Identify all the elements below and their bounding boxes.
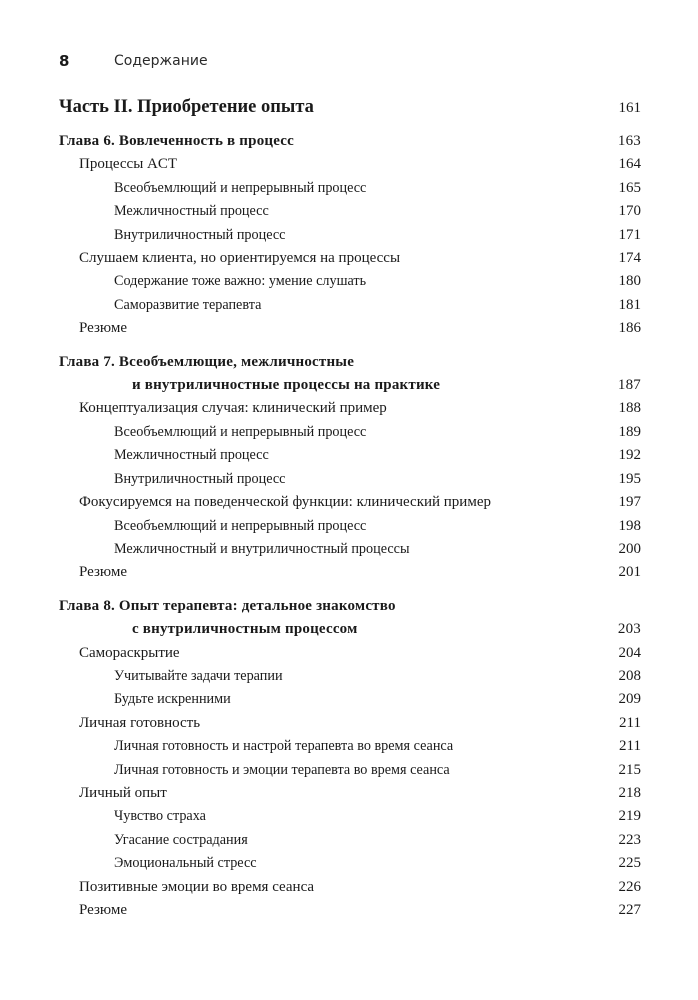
toc-chapter-title-continued: [59, 374, 641, 397]
toc-entry-text: Всеобъемлющий и непрерывный процесс: [114, 179, 367, 196]
toc-chapter-title-text: и внутриличностные процессы на практике: [132, 377, 441, 394]
toc-entry-page: 164: [618, 156, 641, 173]
toc-entry-page: 201: [618, 564, 641, 581]
toc-entry-text: Будьте искренними: [114, 691, 231, 708]
toc-entry: [59, 665, 641, 688]
toc-entry: [59, 735, 641, 758]
toc-chapter-8: [59, 595, 641, 923]
running-header-title: Содержание: [114, 53, 208, 69]
toc-entry-page: 223: [618, 831, 641, 848]
toc-entry-page: 227: [618, 902, 641, 918]
toc-entry: [59, 538, 641, 561]
toc-chapter-title: [59, 130, 641, 153]
toc-entry: [59, 270, 641, 293]
toc-entry-text: Позитивные эмоции во время сеанса: [79, 878, 315, 895]
toc-entry-page: 219: [618, 808, 641, 825]
toc-entry: [59, 688, 641, 711]
toc-entry-page: 200: [618, 540, 641, 557]
toc-entry-text: Угасание сострадания: [114, 831, 248, 848]
toc-part-page: 161: [618, 100, 641, 116]
toc-entry: [59, 397, 641, 420]
toc-entry-text: Внутриличностный процесс: [114, 226, 286, 243]
toc-entry: [59, 829, 641, 852]
toc-entry-text: Чувство страха: [114, 808, 206, 825]
toc-entry-page: 218: [618, 784, 641, 801]
toc-entry-page: 171: [618, 226, 641, 243]
toc-entry: [59, 491, 641, 514]
toc-chapter-title: [59, 351, 641, 374]
toc-entry-page: 170: [618, 203, 641, 220]
toc-entry: [59, 153, 641, 176]
toc-entry-page: 165: [618, 179, 641, 196]
toc-entry: [59, 782, 641, 805]
toc-entry: [59, 642, 641, 665]
toc-part-title: Часть II. Приобретение опыта: [59, 97, 314, 117]
toc-entry-page: 209: [618, 691, 641, 708]
toc-entry: [59, 712, 641, 735]
toc-entry-text: Самораскрытие: [79, 644, 180, 661]
toc-entry-page: 174: [618, 250, 641, 267]
toc-entry: [59, 444, 641, 467]
toc-part: [59, 94, 641, 121]
toc-entry: [59, 852, 641, 875]
toc-entry-page: 195: [618, 470, 641, 487]
toc-entry-text: Резюме: [79, 564, 128, 581]
toc-entry-page: 188: [618, 400, 641, 417]
toc-entry: [59, 421, 641, 444]
toc-entry: [59, 317, 641, 340]
toc-chapter-page: 187: [617, 377, 641, 394]
toc-chapter-title: [59, 595, 641, 618]
toc-entry-text: Межличностный и внутриличностный процессы: [114, 540, 410, 557]
toc-entry-text: Слушаем клиента, но ориентируемся на процессы: [79, 250, 401, 267]
toc-entry-text: Резюме: [79, 320, 128, 337]
toc-entry: [59, 805, 641, 828]
toc-entry-page: 181: [618, 296, 641, 313]
toc-chapter-7: [59, 351, 641, 585]
page-number: 8: [59, 52, 70, 70]
toc-entry-text: Внутриличностный процесс: [114, 470, 286, 487]
toc-entry-page: 215: [618, 761, 641, 778]
toc-entry: [59, 468, 641, 491]
toc-chapter-page: 163: [617, 133, 641, 149]
toc-entry-text: Личная готовность и настрой терапевта во время сеанса: [114, 738, 454, 755]
toc-chapter-title-text: Глава 7. Всеобъемлющие, межличностные: [59, 353, 355, 370]
toc-entry: [59, 759, 641, 782]
toc-entry-page: 186: [618, 320, 641, 337]
toc-entry-page: 189: [618, 423, 641, 440]
toc-entry-text: Всеобъемлющий и непрерывный процесс: [114, 423, 367, 440]
toc-entry: [59, 515, 641, 538]
toc-entry-text: Межличностный процесс: [114, 447, 269, 464]
toc-entry: [59, 200, 641, 223]
toc-entry: [59, 876, 641, 899]
toc-entry-text: Личный опыт: [79, 784, 167, 801]
toc-entry-text: Личная готовность: [79, 714, 201, 731]
toc-entry-page: 197: [618, 494, 641, 511]
table-of-contents: [59, 94, 641, 922]
toc-entry: [59, 294, 641, 317]
toc-entry-page: 225: [618, 855, 641, 872]
toc-entry-page: 208: [618, 667, 641, 684]
toc-entry-page: 226: [618, 878, 641, 895]
toc-entry-page: 211: [619, 738, 641, 755]
toc-entry: [59, 899, 641, 922]
toc-chapter-title-text: с внутриличностным процессом: [132, 621, 358, 638]
toc-chapter-page: 203: [617, 621, 641, 638]
toc-entry-text: Учитывайте задачи терапии: [114, 667, 283, 684]
toc-entry: [59, 247, 641, 270]
toc-entry-text: Фокусируемся на поведенческой функции: клинический пример: [79, 494, 491, 511]
toc-entry-text: Процессы ACT: [79, 156, 178, 173]
toc-entry-text: Содержание тоже важно: умение слушать: [114, 273, 367, 290]
toc-entry: [59, 561, 641, 584]
toc-chapter-6: [59, 130, 641, 341]
toc-entry-text: Всеобъемлющий и непрерывный процесс: [114, 517, 367, 534]
toc-entry-page: 211: [619, 714, 641, 731]
toc-entry-text: Концептуализация случая: клинический пример: [79, 400, 387, 417]
toc-entry: [59, 177, 641, 200]
toc-entry-page: 192: [618, 447, 641, 464]
toc-entry-text: Личная готовность и эмоции терапевта во время сеанса: [114, 761, 450, 778]
toc-entry-text: Резюме: [79, 902, 128, 918]
toc-entry-page: 204: [618, 644, 641, 661]
toc-chapter-title-continued: [59, 618, 641, 641]
toc-chapter-title-text: Глава 6. Вовлеченность в процесс: [59, 133, 294, 149]
toc-chapter-title-text: Глава 8. Опыт терапевта: детальное знакомство: [59, 597, 396, 614]
toc-entry-text: Межличностный процесс: [114, 203, 269, 220]
toc-entry-page: 180: [618, 273, 641, 290]
toc-entry-text: Эмоциональный стресс: [114, 855, 257, 872]
toc-entry: [59, 224, 641, 247]
toc-entry-text: Саморазвитие терапевта: [114, 296, 262, 313]
toc-entry-page: 198: [618, 517, 641, 534]
